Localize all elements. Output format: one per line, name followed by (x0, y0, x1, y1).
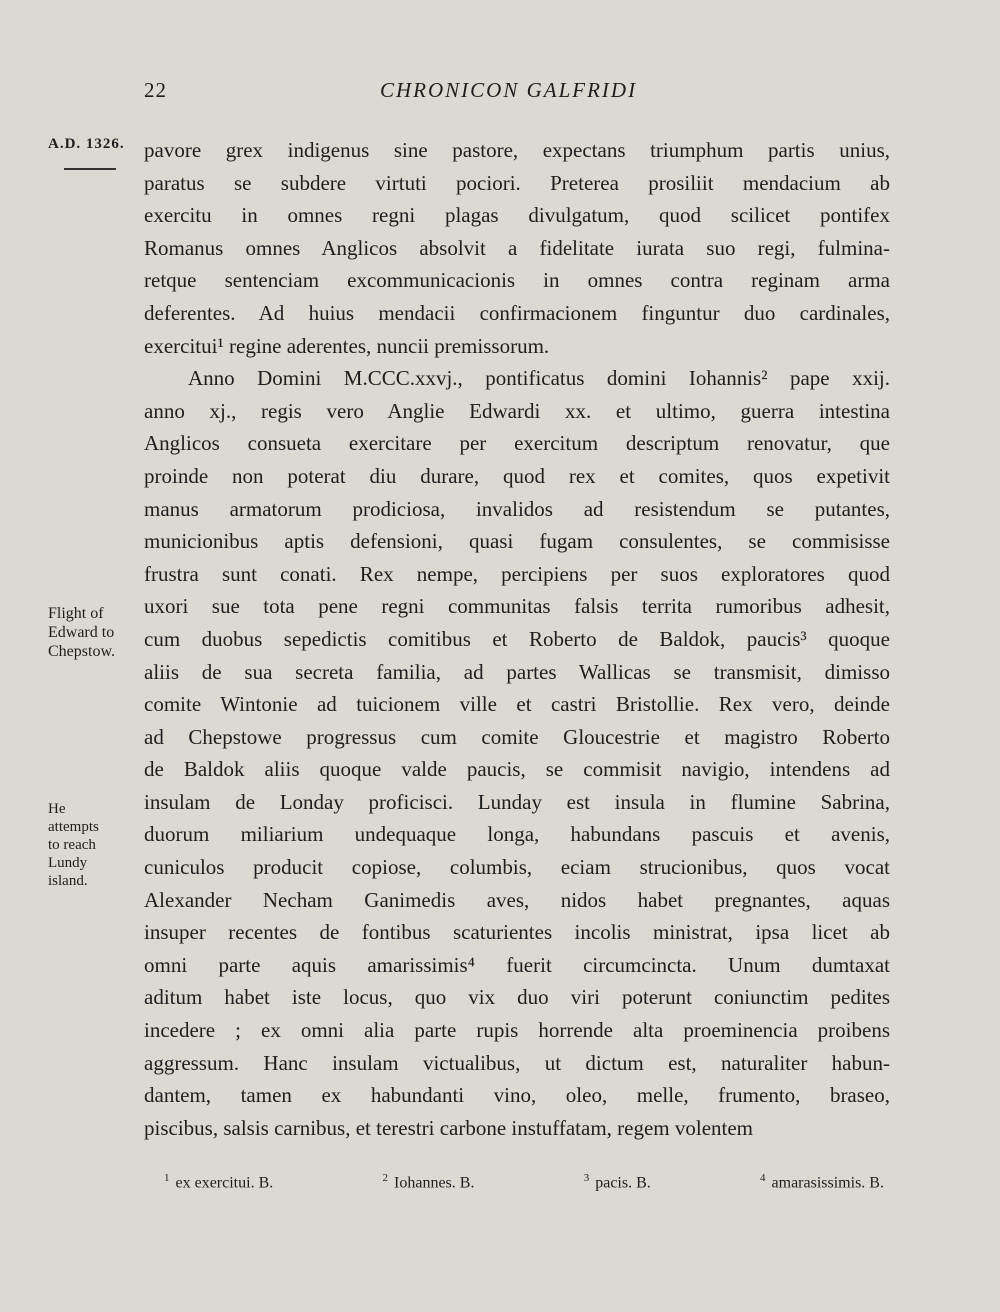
text-line: pavore grex indigenus sine pastore, expectans triumphum partis unius, (144, 138, 890, 162)
footnote-text: amarasissimis. B. (771, 1174, 884, 1192)
footnote-mark: 2 (382, 1172, 389, 1184)
text-line: deferentes. Ad huius mendacii confirmacionem finguntur duo cardinales, (144, 300, 890, 325)
text-line: municionibus aptis defensioni, quasi fugam consulentes, se commisisse (144, 529, 890, 554)
year-underline (64, 168, 116, 170)
margin-note-line: Edward to (48, 624, 115, 641)
text-line: manus armatorum prodiciosa, invalidos ad resistendum se putantes, (144, 496, 890, 521)
margin-note-line: Chepstow. (48, 643, 115, 660)
text-line: omni parte aquis amarissimis⁴ fuerit circumcincta. Unum dumtaxat (144, 952, 890, 977)
footnote-mark: 1 (164, 1172, 170, 1184)
text-line: uxori sue tota pene regni communitas falsis territa rumoribus adhesit, (144, 594, 890, 619)
margin-year: A.D. 1326. (48, 136, 125, 152)
text-line: Anno Domini M.CCC.xxvj., pontificatus domini Iohannis² pape xxij. (188, 366, 890, 391)
footnote (760, 1172, 884, 1192)
text-line: piscibus, salsis carnibus, et terestri carbone instuffatam, regem volentem (144, 1115, 754, 1140)
text-line: proinde non poterat diu durare, quod rex et comites, quos expetivit (144, 463, 890, 488)
footnotes (164, 1172, 884, 1192)
main-text (144, 134, 890, 1144)
margin-note-line: to reach (48, 837, 96, 853)
text-line: Romanus omnes Anglicos absolvit a fidelitate iurata suo regi, fulmina- (144, 235, 890, 260)
footnote (164, 1172, 273, 1192)
text-line: dantem, tamen ex habundanti vino, oleo, melle, frumento, braseo, (144, 1083, 890, 1108)
text-line: aditum habet iste locus, quo vix duo viri poterunt coniunctim pedites (144, 985, 890, 1010)
text-line: frustra sunt conati. Rex nempe, percipiens per suos exploratores quod (144, 561, 890, 586)
footnote-mark: 4 (760, 1172, 766, 1184)
text-line: de Baldok aliis quoque valde paucis, se commisit navigio, intendens ad (144, 757, 890, 782)
page-number: 22 (144, 78, 167, 102)
margin-note-lundy (48, 800, 128, 890)
margin-note-line: Flight of (48, 605, 104, 622)
footnote (584, 1172, 651, 1192)
text-line: comite Wintonie ad tuicionem ville et castri Bristollie. Rex vero, deinde (144, 692, 890, 717)
text-line: cuniculos producit copiose, columbis, eciam strucionibus, quos vocat (144, 855, 890, 880)
text-line: aliis de sua secreta familia, ad partes Wallicas se transmisit, dimisso (144, 659, 890, 684)
text-line: anno xj., regis vero Anglie Edwardi xx. et ultimo, guerra intestina (144, 398, 890, 423)
margin-note-flight (48, 604, 138, 661)
text-line: Alexander Necham Ganimedis aves, nidos habet pregnantes, aquas (144, 887, 890, 912)
running-title: CHRONICON GALFRIDI (380, 78, 638, 102)
footnote-mark: 3 (583, 1172, 590, 1184)
footnote (383, 1172, 475, 1192)
text-line: paratus se subdere virtuti pociori. Preterea prosiliit mendacium ab (144, 170, 890, 195)
text-line: ad Chepstowe progressus cum comite Gloucestrie et magistro Roberto (144, 724, 890, 749)
margin-note-line: Lundy (48, 855, 88, 871)
text-line: aggressum. Hanc insulam victualibus, ut dictum est, naturaliter habun- (144, 1050, 890, 1075)
margin-note-line: attempts (48, 819, 99, 835)
text-line: retque sentenciam excommunicacionis in omnes contra reginam arma (144, 268, 890, 293)
text-line: insulam de Londay proficisci. Lunday est insula in flumine Sabrina, (144, 789, 890, 814)
text-line: incedere ; ex omni alia parte rupis horrende alta proeminencia proibens (144, 1018, 890, 1043)
text-line: exercitu in omnes regni plagas divulgatum, quod scilicet pontifex (144, 203, 890, 228)
footnote-text: Iohannes. B. (394, 1174, 475, 1192)
text-line: insuper recentes de fontibus scaturientes incolis ministrat, ipsa licet ab (144, 920, 890, 945)
footnote-text: ex exercitui. B. (175, 1174, 274, 1192)
margin-note-line: island. (48, 873, 88, 889)
text-line: cum duobus sepedictis comitibus et Roberto de Baldok, paucis³ quoque (144, 626, 890, 651)
text-line: Anglicos consueta exercitare per exercitum descriptum renovatur, que (144, 431, 890, 456)
footnote-text: pacis. B. (595, 1174, 651, 1192)
text-line: exercitui¹ regine aderentes, nuncii premissorum. (144, 333, 550, 358)
margin-note-line: He (48, 801, 66, 817)
text-line: duorum miliarium undequaque longa, habundans pascuis et avenis, (144, 822, 890, 847)
